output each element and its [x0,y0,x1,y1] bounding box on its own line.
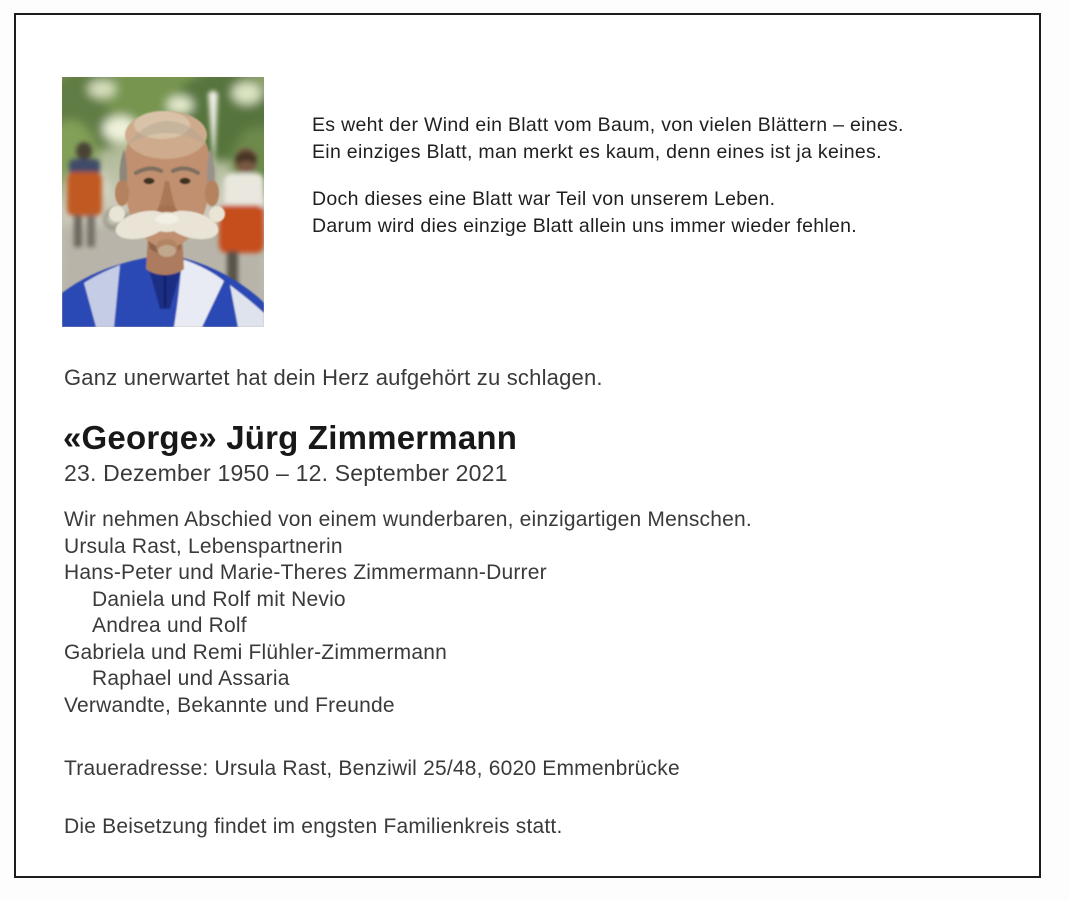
mourners-line-gabriela: Gabriela und Remi Flühler-Zimmermann [64,640,447,664]
funeral-notice: Die Beisetzung findet im engsten Familienkreis statt. [64,815,563,838]
life-dates: 23. Dezember 1950 – 12. September 2021 [64,460,508,486]
portrait-photo-illustration [62,77,264,327]
mourning-address: Traueradresse: Ursula Rast, Benziwil 25/48, 6020 Emmenbrücke [64,757,680,780]
mourners-line-abschied: Wir nehmen Abschied von einem wunderbaren, einzigartigen Menschen. [64,508,752,531]
mourners-line-daniela: Daniela und Rolf mit Nevio [92,587,346,611]
poem-line-3: Doch dieses eine Blatt war Teil von unserem Leben. [312,188,776,210]
opening-line: Ganz unerwartet hat dein Herz aufgehört zu schlagen. [64,365,603,390]
mourners-line-partner: Ursula Rast, Lebenspartnerin [64,534,343,558]
mourners-line-hanspeter: Hans-Peter und Marie-Theres Zimmermann-Durrer [64,561,547,584]
page-border-frame [14,13,1041,878]
poem-line-1: Es weht der Wind ein Blatt vom Baum, von vielen Blättern – eines. [312,114,904,136]
mourners-line-raphael: Raphael und Assaria [92,667,290,690]
mourners-list [64,507,752,719]
poem-line-2: Ein einziges Blatt, man merkt es kaum, denn eines ist ja keines. [312,141,882,163]
mourners-line-andrea: Andrea und Rolf [92,614,247,637]
memorial-poem [312,112,904,240]
mourners-line-verwandte: Verwandte, Bekannte und Freunde [64,693,395,717]
deceased-name: «George» Jürg Zimmermann [63,419,518,456]
poem-line-4: Darum wird dies einzige Blatt allein uns immer wieder fehlen. [312,215,858,237]
portrait-photo [62,77,264,327]
